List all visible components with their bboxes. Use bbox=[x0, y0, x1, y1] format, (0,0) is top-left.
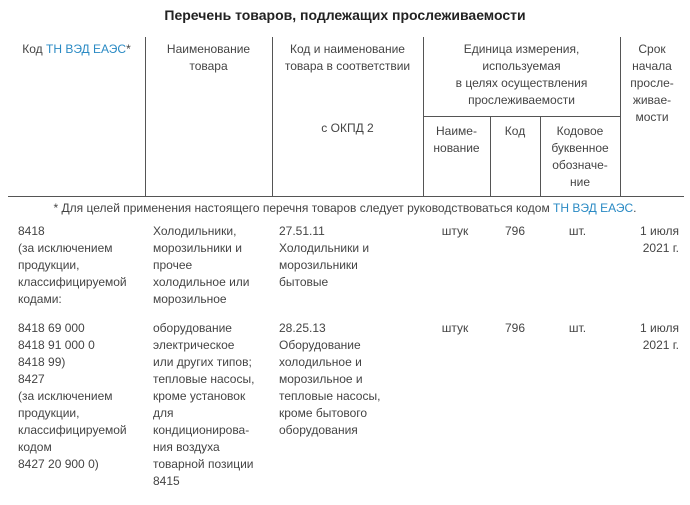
header-unit-name: Наиме- нование bbox=[433, 124, 480, 155]
header-divider bbox=[423, 116, 620, 117]
table-header bbox=[8, 37, 684, 197]
row-unit-abbr: шт. bbox=[568, 224, 587, 238]
page-title: Перечень товаров, подлежащих прослеживаемости bbox=[164, 7, 526, 23]
row-unit-code: 796 bbox=[504, 224, 526, 238]
header-unit-code: Код bbox=[504, 124, 526, 138]
row-unit-name: штук bbox=[441, 321, 469, 335]
header-unit-abbr: Кодовое буквенное обозначе- ние bbox=[551, 124, 609, 189]
header-okpd: Код и наименование товара в соответствии bbox=[284, 42, 411, 73]
row-product-name: оборудование электрическое или других типов; тепловые насосы, кроме установок для кондиционирова- ния воздуха товарной позиции 8415 bbox=[153, 321, 255, 488]
row-unit-code: 796 bbox=[504, 321, 526, 335]
tn-ved-link[interactable]: ТН ВЭД ЕАЭС bbox=[46, 42, 127, 56]
row-product-name: Холодильники, морозильники и прочее холодильное или морозильное bbox=[153, 224, 250, 306]
header-bottom-rule bbox=[8, 196, 684, 197]
row-okpd: 27.51.11 Холодильники и морозильники бытовые bbox=[279, 224, 370, 289]
row-unit-name: штук bbox=[441, 224, 469, 238]
tn-ved-link[interactable]: ТН ВЭД ЕАЭС bbox=[553, 201, 634, 215]
row-start-date: 1 июля 2021 г. bbox=[640, 224, 679, 255]
header-okpd-bottom: с ОКПД 2 bbox=[321, 121, 374, 135]
row-code: 8418 69 000 8418 91 000 0 8418 99) 8427 (за исключением продукции, классифицируемой кодом 8427 20 900 0) bbox=[18, 321, 127, 471]
header-code: Код ТН ВЭД ЕАЭС* bbox=[22, 42, 131, 56]
header-start-date: Срок начала просле- живае- мости bbox=[630, 42, 674, 124]
header-product-name: Наименование товара bbox=[166, 42, 251, 73]
row-unit-abbr: шт. bbox=[568, 321, 587, 335]
row-okpd: 28.25.13 Оборудование холодильное и морозильное и тепловые насосы, кроме бытового оборудования bbox=[279, 321, 381, 437]
footnote: * Для целей применения настоящего перечня товаров следует руководствоваться кодом ТН ВЭД ЕАЭС. bbox=[53, 201, 637, 215]
row-code: 8418 (за исключением продукции, классифицируемой кодами: bbox=[18, 224, 127, 306]
header-unit-group: Единица измерения, используемая в целях осуществления прослеживаемости bbox=[455, 42, 588, 107]
row-start-date: 1 июля 2021 г. bbox=[640, 321, 679, 352]
